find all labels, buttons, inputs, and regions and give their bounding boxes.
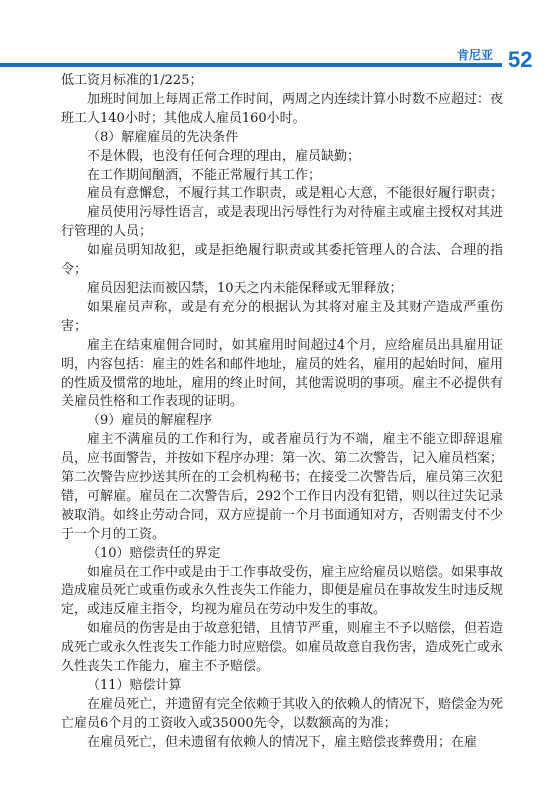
paragraph: 在雇员死亡，但未遗留有依赖人的情况下，雇主赔偿丧葬费用；在雇	[87, 734, 478, 750]
paragraph: 雇主不满雇员的工作和行为，或者雇员行为不端，雇主不能立即辞退雇员，应书面警告，并按如下程序办理：第一次、第二次警告，记入雇员档案；第二次警告应抄送其所在的工会机构秘书；在接受二次警告后，雇员第三次犯错，可解雇。雇员在二次警告后，292个工作日内没有犯错，则以往过失记录被取消。如终止劳动合同，双方应提前一个月书面通知对方，否则需支付不少于一个月的工资。	[61, 432, 504, 542]
paragraph: （10）赔偿责任的界定	[87, 545, 221, 561]
paragraph: 如雇员的伤害是由于故意犯错，且情节严重，则雇主不予以赔偿，但若造成死亡或永久性丧失工作能力时应赔偿。如雇员故意自我伤害，造成死亡或永久性丧失工作能力，雇主不予赔偿。	[61, 621, 504, 675]
paragraph: 低工资月标准的1/225；	[61, 73, 203, 88]
page-number: 52	[508, 47, 533, 72]
paragraph: 如果雇员声称，或是有充分的根据认为其将对雇主及其财产造成严重伤害；	[61, 299, 503, 334]
paragraph: 雇员有意懈怠，不履行其工作职责，或是粗心大意，不能很好履行职责；	[87, 186, 504, 202]
paragraph: 雇员使用污辱性语言，或是表现出污辱性行为对待雇主或雇主授权对其进行管理的人员；	[61, 205, 504, 240]
paragraph: 不是休假，也没有任何合理的理由，雇员缺勤；	[87, 148, 361, 164]
paragraph: 在雇员死亡，并遗留有完全依赖于其收入的依赖人的情况下，赔偿金为死亡雇员6个月的工资收入或35000先令，以数额高的为准；	[61, 696, 504, 731]
paragraph: 加班时间加上每周正常工作时间，两周之内连续计算小时数不应超过：夜班工人140小时；其他成人雇员160小时。	[61, 91, 504, 126]
header-rule	[0, 63, 502, 67]
paragraph: （9）雇员的解雇程序	[87, 413, 213, 429]
body-text	[61, 72, 503, 753]
paragraph: （8）解雇雇员的先决条件	[87, 129, 239, 145]
paragraph: 雇主在结束雇佣合同时，如其雇用时间超过4个月，应给雇员出具雇用证明，内容包括：雇主的姓名和邮件地址，雇员的姓名，雇用的起始时间，雇用的性质及惯常的地址，雇用的终止时间，其他需说明的事项。雇主不必提供有关雇员性格和工作表现的证明。	[61, 337, 504, 410]
paragraph: 如雇员在工作中或是由于工作事故受伤，雇主应给雇员以赔偿。如果事故造成雇员死亡或重伤或永久性丧失工作能力，即便是雇员在事故发生时违反规定，或违反雇主指令，均视为雇员在劳动中发生的事故。	[61, 564, 504, 618]
paragraph: 雇员因犯法而被囚禁，10天之内未能保释或无罪释放；	[87, 280, 403, 296]
paragraph: 如雇员明知故犯，或是拒绝履行职责或其委托管理人的合法、合理的指令；	[61, 243, 503, 278]
paragraph: 在工作期间酗酒，不能正常履行其工作；	[87, 167, 322, 183]
paragraph: （11）赔偿计算	[87, 678, 182, 693]
running-header-country: 肯尼亚	[457, 48, 494, 62]
